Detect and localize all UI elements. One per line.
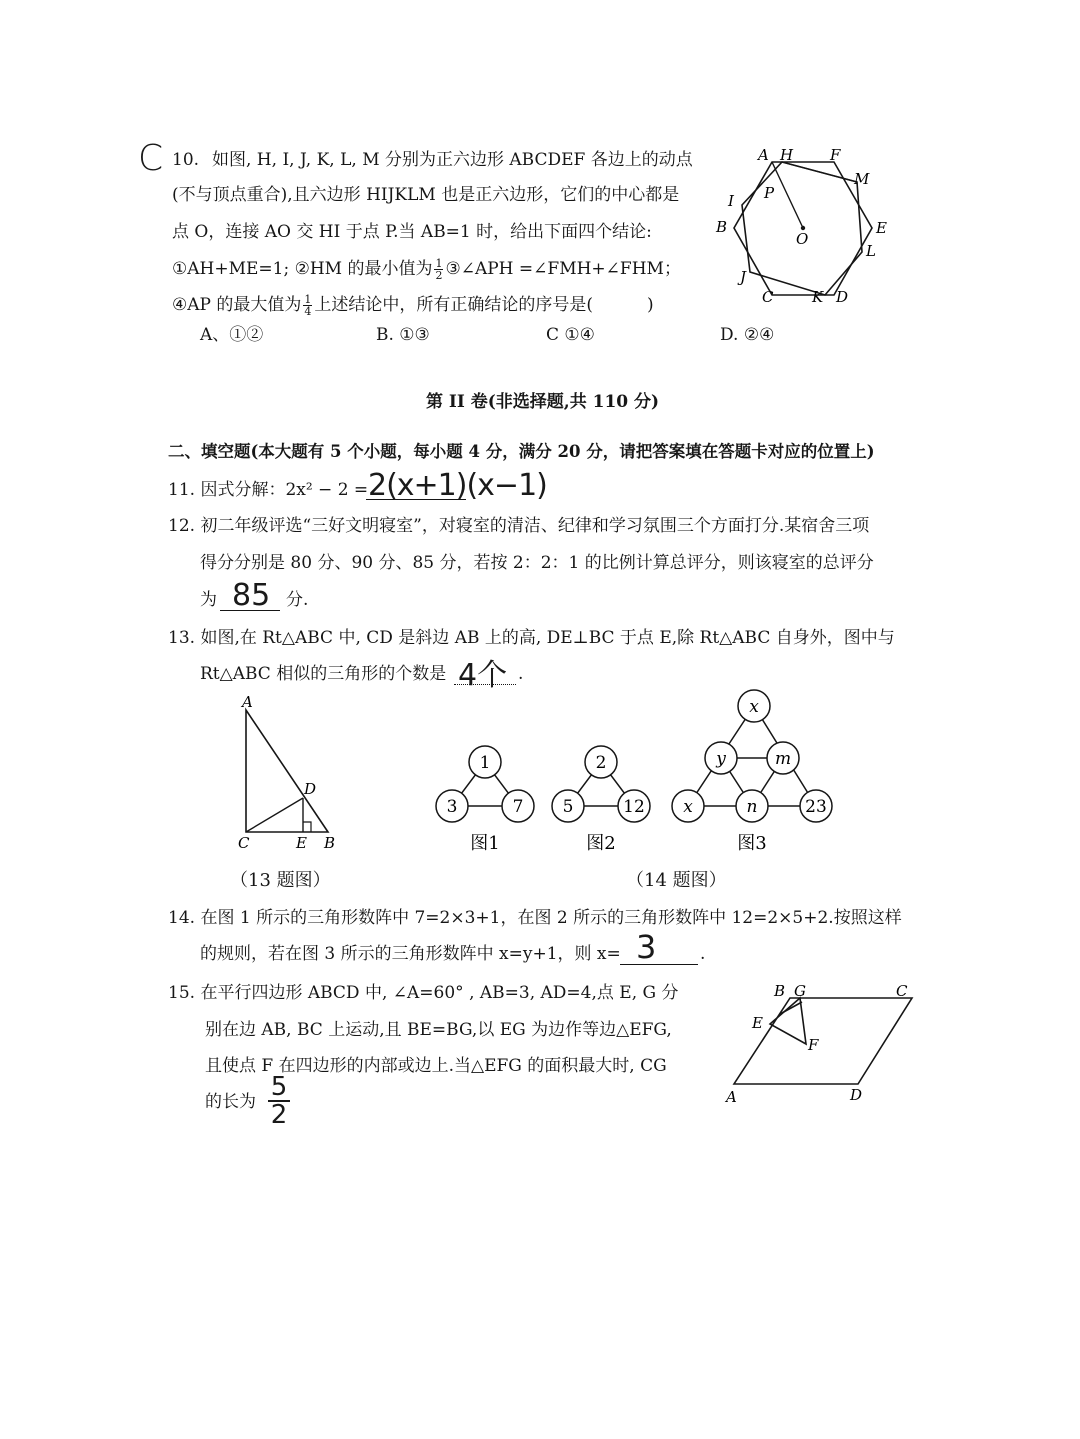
label-p: P (764, 184, 775, 202)
fig3-mid-right: m (774, 749, 792, 769)
label-o: O (796, 230, 809, 248)
label-c: C (762, 288, 774, 306)
q13-answer: 4个 (458, 658, 508, 693)
q10-line5-c: ) (647, 295, 654, 315)
label-f: F (830, 146, 841, 164)
label-i: I (728, 192, 734, 210)
q10-line2: (不与顶点重合),且六边形 HIJKLM 也是正六边形，它们的中心都是 (172, 185, 680, 205)
label-d: D (836, 288, 849, 306)
q13-line2: Rt△ABC 相似的三角形的个数是 (200, 664, 447, 684)
fraction-one-quarter: $\frac{1}{4}$ (304, 293, 312, 318)
q13-line1: 13. 如图,在 Rt△ABC 中, CD 是斜边 AB 上的高, DE⊥BC 于点 E,除 Rt△ABC 自身外，图中与 (168, 628, 895, 648)
parallelogram-abcd (734, 998, 912, 1084)
q14-caption: （14 题图） (626, 870, 727, 891)
q10-number: 10. (172, 150, 200, 170)
q10-line4 (172, 258, 681, 281)
label-a: A (758, 146, 769, 164)
q11-answer-underline (366, 499, 466, 500)
q15-line4: 的长为 (205, 1092, 256, 1112)
q13-caption: （13 题图） (230, 870, 331, 891)
triangle-abc (246, 710, 328, 832)
segment-ao (772, 162, 803, 228)
q15-answer-numerator: 5 (270, 1072, 288, 1102)
label-l: L (866, 242, 876, 260)
right-angle-mark (303, 822, 311, 832)
label-e: E (876, 219, 887, 237)
q15-line1: 15. 在平行四边形 ABCD 中, ∠A=60° , AB=3, AD=4,点 E, G 分 (168, 983, 679, 1003)
q10-handwritten-answer: C (138, 138, 164, 179)
fig3-mid-left: y (716, 749, 726, 769)
right-triangle-figure (232, 694, 352, 854)
section2-instructions: 二、填空题(本大题有 5 个小题，每小题 4 分，满分 20 分，请把答案填在答题卡对应的位置上) (168, 442, 875, 461)
q12-answer: 85 (232, 578, 271, 613)
fig1-left: 3 (446, 797, 458, 817)
label-e: E (296, 834, 307, 852)
segment-cd (246, 798, 303, 832)
label-e: E (752, 1014, 763, 1032)
q12-answer-underline (220, 610, 280, 611)
q10-option-d: D. ②④ (720, 325, 775, 345)
figure-1 (436, 746, 534, 822)
fig1-label: 图1 (470, 833, 500, 854)
fig2-right: 12 (623, 797, 645, 817)
q13-end: . (518, 664, 524, 684)
section2-title: 第 II 卷(非选择题,共 110 分) (426, 392, 660, 412)
q10-option-c: C ①④ (546, 325, 595, 345)
q11-answer: 2(x+1)(x−1) (368, 468, 547, 503)
figure-3 (672, 690, 832, 822)
label-b: B (774, 982, 786, 1000)
fig1-top: 1 (479, 753, 491, 773)
q10-line4-a: ①AH+ME=1; ②HM 的最小值为 (172, 259, 433, 279)
q15-line2: 别在边 AB, BC 上运动,且 BE=BG,以 EG 为边作等边△EFG, (205, 1020, 672, 1040)
label-d: D (850, 1086, 863, 1104)
figure-2 (552, 746, 650, 822)
q15-answer-denominator: 2 (270, 1100, 288, 1130)
q12-prefix: 为 (200, 590, 217, 610)
q12-line1: 12. 初二年级评选“三好文明寝室”，对寝室的清洁、纪律和学习氛围三个方面打分.某宿舍三项 (168, 516, 870, 536)
label-a: A (242, 694, 253, 711)
label-a: A (726, 1088, 737, 1106)
fig2-left: 5 (562, 797, 574, 817)
fraction-one-half: $\frac{1}{2}$ (435, 257, 443, 282)
q15-answer (268, 1074, 290, 1128)
label-b: B (324, 834, 336, 852)
q10-line5-a: ④AP 的最大值为 (172, 295, 302, 315)
q15-line3: 且使点 F 在四边形的内部或边上.当△EFG 的面积最大时, CG (205, 1056, 667, 1076)
label-c: C (896, 982, 908, 1000)
q10-line3: 点 O，连接 AO 交 HI 于点 P.当 AB=1 时，给出下面四个结论: (172, 222, 652, 242)
fig2-top: 2 (595, 753, 607, 773)
parallelogram-figure (722, 980, 922, 1110)
q10-option-b: B. ①③ (376, 325, 430, 345)
label-k: K (812, 288, 824, 306)
q10-line5 (172, 294, 654, 317)
fig3-label: 图3 (737, 833, 767, 854)
label-g: G (794, 982, 806, 1000)
label-c: C (238, 834, 250, 852)
label-f: F (808, 1036, 819, 1054)
label-d: D (304, 780, 317, 798)
q14-answer: 3 (636, 928, 657, 966)
q10-line5-b: 上述结论中，所有正确结论的序号是( (314, 295, 593, 315)
fig3-bottom-right: 23 (805, 797, 827, 817)
q14-answer-underline (620, 964, 698, 965)
fig2-label: 图2 (586, 833, 616, 854)
q14-line1: 14. 在图 1 所示的三角形数阵中 7=2×3+1，在图 2 所示的三角形数阵中 12=2×5+2.按照这样 (168, 908, 902, 928)
hexagon-figure (712, 140, 902, 315)
segment-hm (782, 162, 857, 182)
fig1-right: 7 (512, 797, 524, 817)
label-j: J (740, 268, 747, 286)
q12-suffix: 分. (286, 590, 309, 610)
q14-end: . (700, 944, 706, 964)
fig3-bottom-mid: n (746, 797, 758, 817)
triangle-arrays-figure (430, 684, 840, 864)
fig3-top: x (749, 697, 759, 717)
q10-line1: 如图, H, I, J, K, L, M 分别为正六边形 ABCDEF 各边上的动点 (212, 150, 693, 170)
label-h: H (780, 146, 794, 164)
label-b: B (716, 218, 728, 236)
q10-line4-b: ③∠APH =∠FMH+∠FHM； (445, 259, 681, 279)
q12-line2: 得分分别是 80 分、90 分、85 分，若按 2：2：1 的比例计算总评分，则该寝室的总评分 (200, 553, 874, 573)
q11-text: 11. 因式分解：2x² − 2 = (168, 480, 369, 500)
fig3-bottom-left: x (683, 797, 693, 817)
q10-option-a: A、①② (200, 325, 264, 345)
q14-line2: 的规则，若在图 3 所示的三角形数阵中 x=y+1，则 x= (200, 944, 621, 964)
label-m: M (854, 170, 870, 188)
